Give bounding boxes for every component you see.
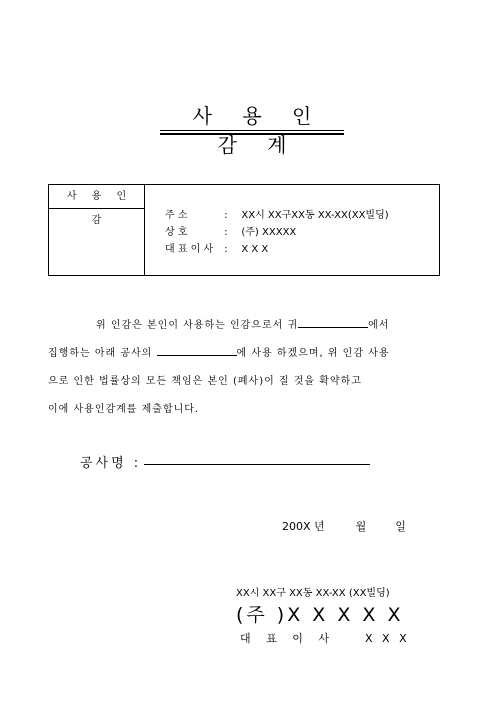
- blank-field-client: [298, 317, 368, 328]
- title-double-underline: [160, 133, 344, 135]
- body-line-3: 으로 인한 법률상의 모든 책임은 본인 (폐사)이 질 것을 확약하고: [48, 376, 362, 387]
- body-paragraph: [48, 312, 448, 424]
- trade-row: [165, 224, 389, 241]
- footer-ceo-label: 대 표 이 사: [240, 632, 335, 645]
- body-line-2a: 집행하는 아래 공사의: [48, 348, 153, 359]
- footer-ceo: [240, 630, 410, 646]
- ceo-value: X X X: [241, 244, 269, 255]
- footer-ceo-name: X X X: [365, 632, 410, 645]
- seal-table: [48, 184, 440, 276]
- separator: :: [224, 244, 228, 255]
- seal-label-cell: [49, 185, 145, 275]
- address-value: XX시 XX구XX동 XX-XX(XX빌딩): [241, 210, 389, 221]
- address-row: [165, 207, 389, 224]
- project-name-underline: [144, 464, 370, 465]
- address-key: 주 소: [165, 210, 188, 221]
- separator: :: [224, 210, 228, 221]
- blank-field-project: [157, 345, 237, 356]
- body-line-1: [48, 312, 448, 340]
- seal-label: 사 용 인 감: [49, 185, 144, 209]
- date-month: 월: [355, 520, 367, 533]
- ceo-key: 대 표 이 사: [165, 244, 214, 255]
- body-line-4: 이에 사용인감계를 제출합니다.: [48, 404, 200, 415]
- project-name-label: 공사명 :: [80, 456, 142, 471]
- footer-address: XX시 XX구 XX동 XX-XX (XX빌딩): [236, 588, 390, 599]
- ceo-row: [165, 241, 389, 258]
- body-line-2b: 에 사용 하겠으며, 위 인감 사용: [236, 348, 390, 359]
- separator: :: [224, 227, 228, 238]
- body-line-1b: 에서: [368, 320, 390, 331]
- date-line: [282, 518, 406, 534]
- footer-company: (주 )X X X X X: [236, 604, 404, 626]
- title-underline: [160, 130, 344, 131]
- date-year: 200X 년: [282, 520, 325, 533]
- trade-key: 상 호: [165, 227, 188, 238]
- body-line-1a: 위 인감은 본인이 사용하는 인감으로서 귀: [96, 320, 299, 331]
- date-day: 일: [395, 520, 406, 533]
- trade-value: (주) XXXXX: [241, 227, 297, 238]
- body-line-2: [48, 340, 448, 368]
- document-title: 사 용 인 감 계: [192, 104, 324, 157]
- company-info: [165, 207, 389, 258]
